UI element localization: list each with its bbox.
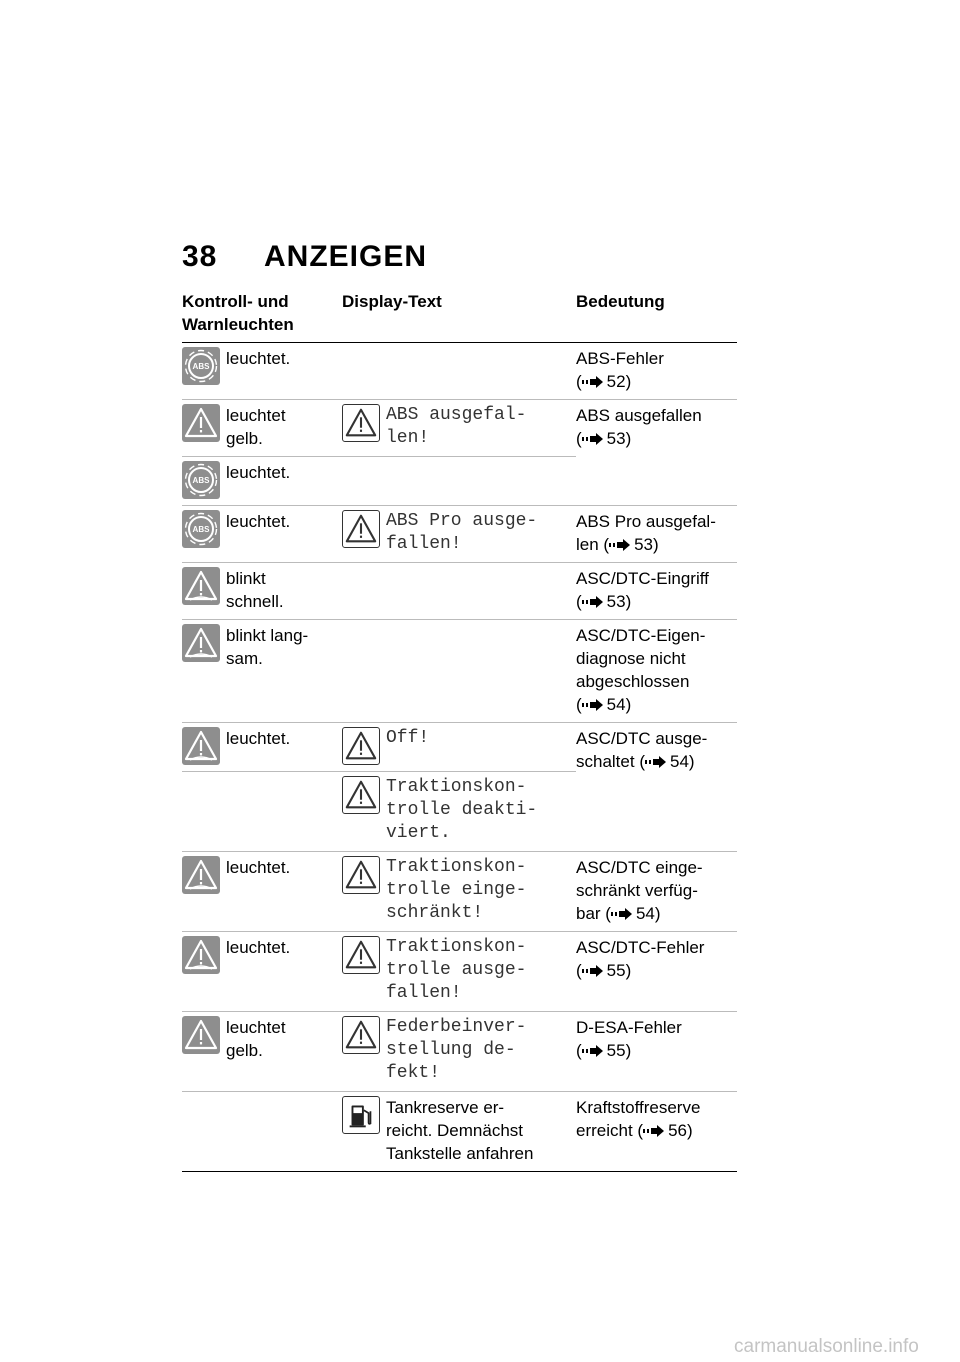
table-row: blinkt schnell. ASC/DTC-Eingriff ( 53) <box>182 563 737 620</box>
reference-arrow-icon <box>609 538 631 552</box>
page-reference[interactable]: 54 <box>606 695 626 714</box>
display-text: ABS Pro ausge- fallen! <box>386 511 538 554</box>
meaning-text: ASC/DTC ausge- schaltet <box>576 729 708 771</box>
page-title <box>182 240 427 274</box>
table-row: ABS leuchtet. ABS-Fehler ( 52) <box>182 343 737 400</box>
warning-triangle-icon <box>342 936 380 974</box>
abs-icon <box>182 461 220 499</box>
svg-text:ABS: ABS <box>192 525 210 534</box>
page-reference[interactable]: 55 <box>606 961 626 980</box>
traction-control-icon <box>182 727 220 765</box>
page-reference[interactable]: 54 <box>635 904 655 923</box>
display-text: Tankreserve er- reicht. Demnächst Tankstelle anfahren <box>386 1098 534 1163</box>
svg-text:ABS: ABS <box>192 362 210 371</box>
page-reference[interactable]: 54 <box>669 752 689 771</box>
table-row: leuchtet gelb. Federbeinver- stellung de- fekt! D-ESA-Fehler ( 55) <box>182 1012 737 1092</box>
table-row: blinkt lang- sam. ASC/DTC-Eigen- diagnose nicht abgeschlossen ( 54) <box>182 620 737 723</box>
meaning-text: ASC/DTC-Eigen- diagnose nicht abgeschlossen <box>576 626 706 691</box>
warning-triangle-icon <box>182 404 220 442</box>
reference-arrow-icon <box>582 595 604 609</box>
table-row: leuchtet. Traktionskon- trolle einge- schränkt! ASC/DTC einge- schränkt verfüg- bar ( 54) <box>182 852 737 932</box>
lamp-state: leuchtet. <box>226 463 291 482</box>
abs-icon <box>182 510 220 548</box>
meaning-text: Kraftstoffreserve erreicht <box>576 1098 701 1140</box>
display-text: ABS ausgefal- len! <box>386 405 527 448</box>
header-lamps: Kontroll- und Warnleuchten <box>182 290 342 343</box>
warning-triangle-icon <box>342 727 380 765</box>
page-reference[interactable]: 55 <box>606 1041 626 1060</box>
traction-control-icon <box>182 567 220 605</box>
meaning-text: ABS ausgefallen <box>576 406 702 425</box>
lamp-state: leuchtet gelb. <box>226 1018 286 1060</box>
page-reference[interactable]: 53 <box>606 429 626 448</box>
warning-triangle-icon <box>342 404 380 442</box>
reference-arrow-icon <box>582 375 604 389</box>
lamp-state: leuchtet. <box>226 938 291 957</box>
reference-arrow-icon <box>582 432 604 446</box>
lamp-state: leuchtet. <box>226 512 291 531</box>
warning-triangle-icon <box>342 776 380 814</box>
meaning-text: ASC/DTC einge- schränkt verfüg- bar <box>576 858 703 923</box>
page-reference[interactable]: 53 <box>606 592 626 611</box>
warning-triangle-icon <box>342 856 380 894</box>
display-text: Traktionskon- trolle deakti- viert. <box>386 777 538 843</box>
lamp-state: leuchtet. <box>226 349 291 368</box>
meaning-text: ASC/DTC-Eingriff <box>576 569 709 588</box>
display-text: Traktionskon- trolle einge- schränkt! <box>386 857 527 923</box>
table-row: ABS leuchtet. ABS Pro ausge- fallen! ABS Pro ausgefal- len ( 53) <box>182 506 737 563</box>
table-row: leuchtet. Traktionskon- trolle ausge- fallen! ASC/DTC-Fehler ( 55) <box>182 932 737 1012</box>
lamp-state: blinkt schnell. <box>226 569 284 611</box>
table-row: leuchtet gelb. ABS ausgefal- len! ABS ausgefallen ( 53) <box>182 400 737 457</box>
watermark: carmanualsonline.info <box>734 1336 919 1357</box>
display-text: Traktionskon- trolle ausge- fallen! <box>386 937 527 1003</box>
warning-triangle-icon <box>182 1016 220 1054</box>
reference-arrow-icon <box>582 1044 604 1058</box>
svg-text:ABS: ABS <box>192 476 210 485</box>
meaning-text: D-ESA-Fehler <box>576 1018 682 1037</box>
display-text: Federbeinver- stellung de- fekt! <box>386 1017 527 1083</box>
warning-triangle-icon <box>342 1016 380 1054</box>
indicator-table <box>182 290 737 1172</box>
meaning-text: ABS-Fehler <box>576 349 664 368</box>
meaning-text: ASC/DTC-Fehler <box>576 938 705 957</box>
reference-arrow-icon <box>643 1124 665 1138</box>
traction-control-icon <box>182 856 220 894</box>
page-reference[interactable]: 56 <box>668 1121 687 1140</box>
header-display-text: Display-Text <box>342 290 576 343</box>
page-number: 38 <box>182 240 218 273</box>
warning-triangle-icon <box>342 510 380 548</box>
lamp-state: leuchtet. <box>226 729 291 748</box>
table-row: Tankreserve er- reicht. Demnächst Tankstelle anfahren Kraftstoffreserve erreicht ( 56) <box>182 1092 737 1172</box>
reference-arrow-icon <box>645 755 667 769</box>
traction-control-icon <box>182 624 220 662</box>
reference-arrow-icon <box>611 907 633 921</box>
page-reference[interactable]: 53 <box>634 535 653 554</box>
abs-icon <box>182 347 220 385</box>
page-heading: ANZEIGEN <box>264 240 428 273</box>
lamp-state: leuchtet gelb. <box>226 406 286 448</box>
table-row: leuchtet. Off! ASC/DTC ausge- schaltet ( 54) <box>182 723 737 772</box>
traction-control-icon <box>182 936 220 974</box>
lamp-state: leuchtet. <box>226 858 291 877</box>
header-meaning: Bedeutung <box>576 290 737 343</box>
lamp-state: blinkt lang- sam. <box>226 626 309 668</box>
meaning-text: ABS Pro ausgefal- len <box>576 512 716 554</box>
reference-arrow-icon <box>582 964 604 978</box>
display-text: Off! <box>386 728 430 748</box>
reference-arrow-icon <box>582 698 604 712</box>
fuel-pump-icon <box>342 1096 380 1134</box>
page-reference[interactable]: 52 <box>606 372 626 391</box>
